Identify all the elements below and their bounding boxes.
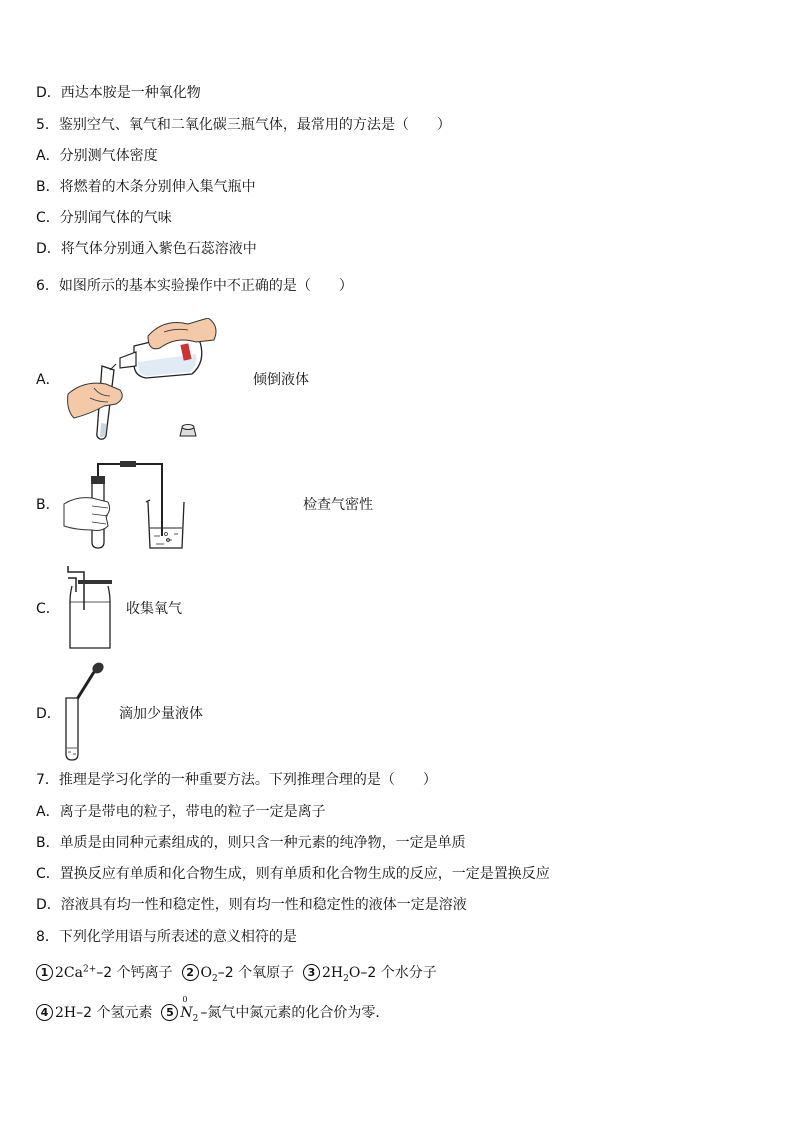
q4-option-d[interactable]: D．西达本胺是一种氧化物 [36, 85, 201, 101]
q5-stem: 5．鉴别空气、氧气和二氧化碳三瓶气体，最常用的方法是（ ） [36, 117, 451, 133]
valence-zero: 0 [182, 995, 188, 1004]
q7-option-a[interactable]: A．离子是带电的粒子，带电的粒子一定是离子 [36, 804, 326, 820]
item-2-formula: $O_2$ [200, 965, 218, 984]
q8-items-row-1 [36, 962, 437, 984]
q7-stem: 7．推理是学习化学的一种重要方法。下列推理合理的是（ ） [36, 772, 437, 788]
item-2-desc: –2 个氧原子 [217, 965, 295, 981]
q6-option-c-caption: 收集氧气 [126, 601, 182, 617]
q6-stem: 6．如图所示的基本实验操作中不正确的是（ ） [36, 278, 353, 294]
airtightness-check-illustration [62, 456, 192, 552]
item-5-number: 5 [161, 1004, 178, 1021]
adding-droplet-illustration [60, 660, 110, 762]
q7-option-c[interactable]: C．置换反应有单质和化合物生成，则有单质和化合物生成的反应，一定是置换反应 [36, 866, 550, 882]
item-2-number: 2 [182, 964, 199, 981]
q6-option-a-label[interactable]: A． [36, 372, 60, 388]
q8-stem: 8．下列化学用语与所表述的意义相符的是 [36, 929, 297, 945]
item-1-number: 1 [36, 964, 53, 981]
q6-option-b-caption: 检查气密性 [303, 497, 373, 513]
oxygen-collection-illustration [62, 562, 118, 654]
q6-option-c-label[interactable]: C． [36, 601, 60, 617]
item-4-number: 4 [36, 1004, 53, 1021]
item-3-desc: –2 个水分子 [360, 965, 437, 981]
item-5-formula: 0 $N_2$ [180, 995, 199, 1024]
q6-option-d-caption: 滴加少量液体 [119, 706, 203, 722]
q6-option-d-label[interactable]: D． [36, 706, 61, 722]
q8-items-row-2 [36, 995, 390, 1024]
pouring-liquid-illustration [64, 318, 224, 442]
q6-option-b-label[interactable]: B． [36, 497, 60, 513]
q5-option-b[interactable]: B．将燃着的木条分别伸入集气瓶中 [36, 179, 256, 195]
q7-option-d[interactable]: D．溶液具有均一性和稳定性，则有均一性和稳定性的液体一定是溶液 [36, 897, 467, 913]
item-4-desc: –2 个氢元素 [76, 1005, 153, 1021]
q5-option-a[interactable]: A．分别测气体密度 [36, 148, 158, 164]
q5-option-c[interactable]: C．分别闻气体的气味 [36, 210, 172, 226]
item-3-formula: $2H_2O$ [322, 965, 361, 984]
item-5-desc: –氮气中氮元素的化合价为零． [200, 1005, 390, 1021]
q6-option-a-caption: 倾倒液体 [253, 372, 309, 388]
q5-option-d[interactable]: D．将气体分别通入紫色石蕊溶液中 [36, 241, 257, 257]
item-3-number: 3 [303, 964, 320, 981]
q7-option-b[interactable]: B．单质是由同种元素组成的，则只含一种元素的纯净物，一定是单质 [36, 835, 466, 851]
item-1-desc: –2 个钙离子 [96, 965, 173, 981]
item-4-formula: 2H [55, 1005, 77, 1021]
item-1-formula: $2Ca^{2+}$ [55, 964, 97, 981]
